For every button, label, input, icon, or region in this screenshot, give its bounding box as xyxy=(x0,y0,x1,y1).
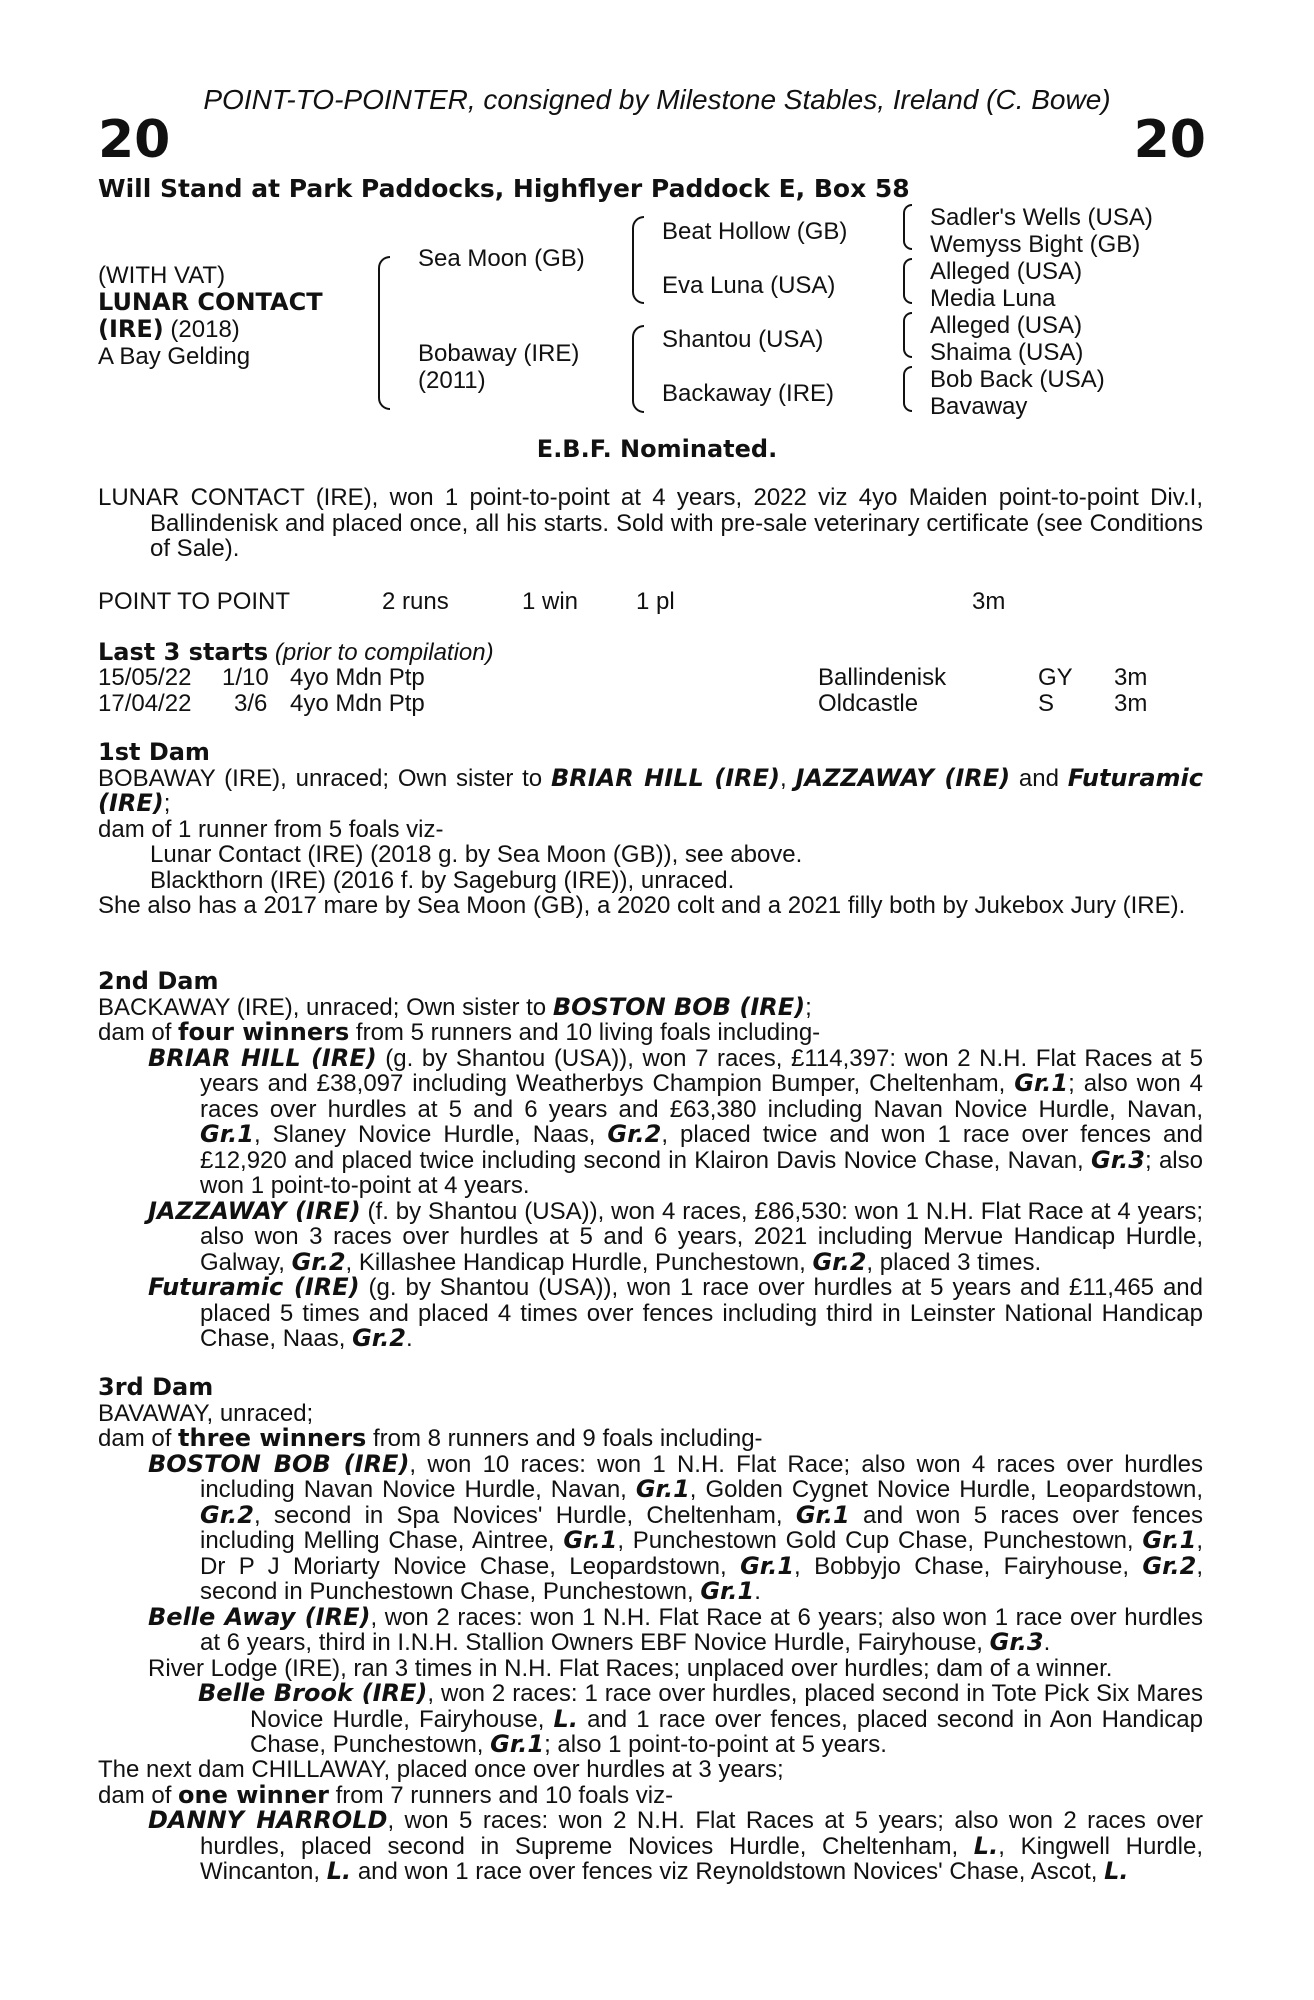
next-dam-section xyxy=(98,1757,1203,1885)
record-placed: 1 pl xyxy=(636,588,675,615)
third-dam-heading: 3rd Dam xyxy=(98,1373,214,1401)
third-dam-produce: dam of three winners from 8 runners and 9 foals including- xyxy=(98,1424,763,1452)
pedigree-brace-3a xyxy=(903,204,912,250)
start-distance: 3m xyxy=(1114,664,1148,691)
record-wins: 1 win xyxy=(522,588,579,615)
dam-of-sire: Eva Luna (USA) xyxy=(662,272,836,299)
ancestor-7: Bob Back (USA) xyxy=(930,366,1105,393)
record-distance: 3m xyxy=(972,588,1006,615)
start-date: 15/05/22 xyxy=(98,664,192,691)
produce-entry: Futuramic (IRE) (g. by Shantou (USA)), won 1 race over hurdles at 5 years and £11,465 and placed 5 times and placed 4 times over fences including third in Leinster National Handicap Chase, Naas, Gr.2. xyxy=(148,1273,1203,1352)
ancestor-5: Alleged (USA) xyxy=(930,312,1083,339)
first-dam-also: She also has a 2017 mare by Sea Moon (GB), a 2020 colt and a 2021 filly both by Jukebox Jury (IRE). xyxy=(98,892,1186,919)
second-dam-heading: 2nd Dam xyxy=(98,967,219,995)
ancestor-2: Wemyss Bight (GB) xyxy=(930,231,1141,258)
pedigree-brace-2b xyxy=(632,325,644,413)
start-going: GY xyxy=(1038,664,1073,691)
start-race: 4yo Mdn Ptp xyxy=(290,664,425,691)
next-dam-produce: dam of one winner from 7 runners and 10 foals viz- xyxy=(98,1780,674,1809)
produce-entry: Belle Brook (IRE), won 2 races: 1 race over hurdles, placed second in Tote Pick Six Mares Novice Hurdle, Fairyhouse, L. and 1 race over fences, placed second in Aon Handicap Chase, Punchestown, Gr.1; also 1 point-to-point at 5 years. xyxy=(198,1679,1204,1758)
sire: Sea Moon (GB) xyxy=(418,245,585,272)
ancestor-8: Bavaway xyxy=(930,393,1028,420)
foal-entry: Lunar Contact (IRE) (2018 g. by Sea Moon (GB)), see above. xyxy=(150,841,803,868)
produce-entry: BOSTON BOB (IRE), won 10 races: won 1 N.H. Flat Race; also won 4 races over hurdles including Navan Novice Hurdle, Navan, Gr.1, Golden Cygnet Novice Hurdle, Leopardstown, Gr.2, second in Spa Novices' Hurdle, Cheltenham, Gr.1 and won 5 races over fences including Melling Chase, Aintree, Gr.1, Punchestown Gold Cup Chase, Punchestown, Gr.1, Dr P J Moriarty Novice Chase, Leopardstown, Gr.1, Bobbyjo Chase, Fairyhouse, Gr.2, second in Punchestown Chase, Punchestown, Gr.1. xyxy=(148,1449,1204,1605)
record-runs: 2 runs xyxy=(382,588,449,615)
pedigree-brace-3b xyxy=(903,258,912,304)
last-starts-heading: Last 3 starts (prior to compilation) xyxy=(98,638,494,666)
pedigree-brace-2a xyxy=(632,216,644,304)
start-race: 4yo Mdn Ptp xyxy=(290,690,425,717)
start-distance: 3m xyxy=(1114,690,1148,717)
pedigree-brace-3c xyxy=(903,312,912,358)
stand-location: Will Stand at Park Paddocks, Highflyer Paddock E, Box 58 xyxy=(98,174,910,203)
first-dam-produce: dam of 1 runner from 5 foals viz- xyxy=(98,815,444,843)
race-summary: LUNAR CONTACT (IRE), won 1 point-to-point at 4 years, 2022 viz 4yo Maiden point-to-point Div.I, Ballindenisk and placed once, all his starts. Sold with pre-sale veterinary certificate (see Conditions of Sale). xyxy=(98,484,1203,562)
third-dam-intro: BAVAWAY, unraced; xyxy=(98,1399,314,1427)
start-going: S xyxy=(1038,690,1055,717)
lot-number-right: 20 xyxy=(1133,110,1206,170)
second-dam-intro: BACKAWAY (IRE), unraced; Own sister to BOSTON BOB (IRE); xyxy=(98,992,812,1021)
ancestor-1: Sadler's Wells (USA) xyxy=(930,204,1153,231)
produce-entry: Belle Away (IRE), won 2 races: won 1 N.H. Flat Race at 6 years; also won 1 race over hurdles at 6 years, third in I.N.H. Stallion Owners EBF Novice Hurdle, Fairyhouse, Gr.3. xyxy=(148,1602,1204,1656)
next-dam-intro: The next dam CHILLAWAY, placed once over hurdles at 3 years; xyxy=(98,1756,784,1783)
lot-number-left: 20 xyxy=(98,110,171,170)
dam-of-dam: Backaway (IRE) xyxy=(662,380,835,407)
first-dam-intro: BOBAWAY (IRE), unraced; Own sister to BRIAR HILL (IRE), JAZZAWAY (IRE) and Futuramic (IRE); xyxy=(98,763,1203,817)
ancestor-3: Alleged (USA) xyxy=(930,258,1083,285)
horse-description: A Bay Gelding xyxy=(98,343,251,370)
first-dam-section xyxy=(98,740,1203,919)
dam: Bobaway (IRE) xyxy=(418,340,580,367)
produce-entry: BRIAR HILL (IRE) (g. by Shantou (USA)), won 7 races, £114,397: won 2 N.H. Flat Races at 5 years and £38,097 including Weatherbys Champion Bumper, Cheltenham, Gr.1; also won 4 races over hurdles at 5 and 6 years and £63,380 including Navan Novice Hurdle, Navan, Gr.1, Slaney Novice Hurdle, Naas, Gr.2, placed twice and won 1 race over fences and £12,920 and placed twice including second in Klairon Davis Novice Chase, Navan, Gr.3; also won 1 point-to-point at 4 years. xyxy=(148,1043,1204,1199)
start-position: 3/6 xyxy=(234,690,268,717)
produce-entry: River Lodge (IRE), ran 3 times in N.H. Flat Races; unplaced over hurdles; dam of a winner. xyxy=(148,1654,1113,1682)
start-course: Oldcastle xyxy=(818,690,919,717)
pedigree-brace-1 xyxy=(378,256,390,410)
ancestor-4: Media Luna xyxy=(930,285,1056,312)
start-date: 17/04/22 xyxy=(98,690,192,717)
start-position: 1/10 xyxy=(222,664,269,691)
sire-of-dam: Shantou (USA) xyxy=(662,326,824,353)
vat-note: (WITH VAT) xyxy=(98,262,226,289)
second-dam-produce: dam of four winners from 5 runners and 10 living foals including- xyxy=(98,1018,821,1046)
horse-name: LUNAR CONTACT xyxy=(98,288,323,316)
produce-entry: DANNY HARROLD, won 5 races: won 2 N.H. Flat Races at 5 years; also won 2 races over hurdles, placed second in Supreme Novices Hurdle, Cheltenham, L., Kingwell Hurdle, Wincanton, L. and won 1 race over fences viz Reynoldstown Novices' Chase, Ascot, L. xyxy=(148,1806,1204,1885)
consignment-header: POINT-TO-POINTER, consigned by Milestone Stables, Ireland (C. Bowe) xyxy=(203,84,1111,115)
sire-of-sire: Beat Hollow (GB) xyxy=(662,218,848,245)
pedigree-brace-3d xyxy=(903,366,912,412)
start-course: Ballindenisk xyxy=(818,664,947,691)
third-dam-section xyxy=(98,1375,1203,1758)
ebf-nominated: E.B.F. Nominated. xyxy=(536,435,778,463)
record-label: POINT TO POINT xyxy=(98,588,291,615)
dam-year: (2011) xyxy=(418,367,486,394)
horse-origin-year: (IRE) (2018) xyxy=(98,315,240,343)
first-dam-heading: 1st Dam xyxy=(98,738,210,766)
second-dam-section xyxy=(98,969,1203,1352)
ancestor-6: Shaima (USA) xyxy=(930,339,1084,366)
produce-entry: JAZZAWAY (IRE) (f. by Shantou (USA)), won 4 races, £86,530: won 1 N.H. Flat Race at 4 years; also won 3 races over hurdles at 5 and 6 years, 2021 including Mervue Handicap Hurdle, Galway, Gr.2, Killashee Handicap Hurdle, Punchestown, Gr.2, placed 3 times. xyxy=(148,1196,1203,1276)
foal-entry: Blackthorn (IRE) (2016 f. by Sageburg (IRE)), unraced. xyxy=(150,866,735,894)
